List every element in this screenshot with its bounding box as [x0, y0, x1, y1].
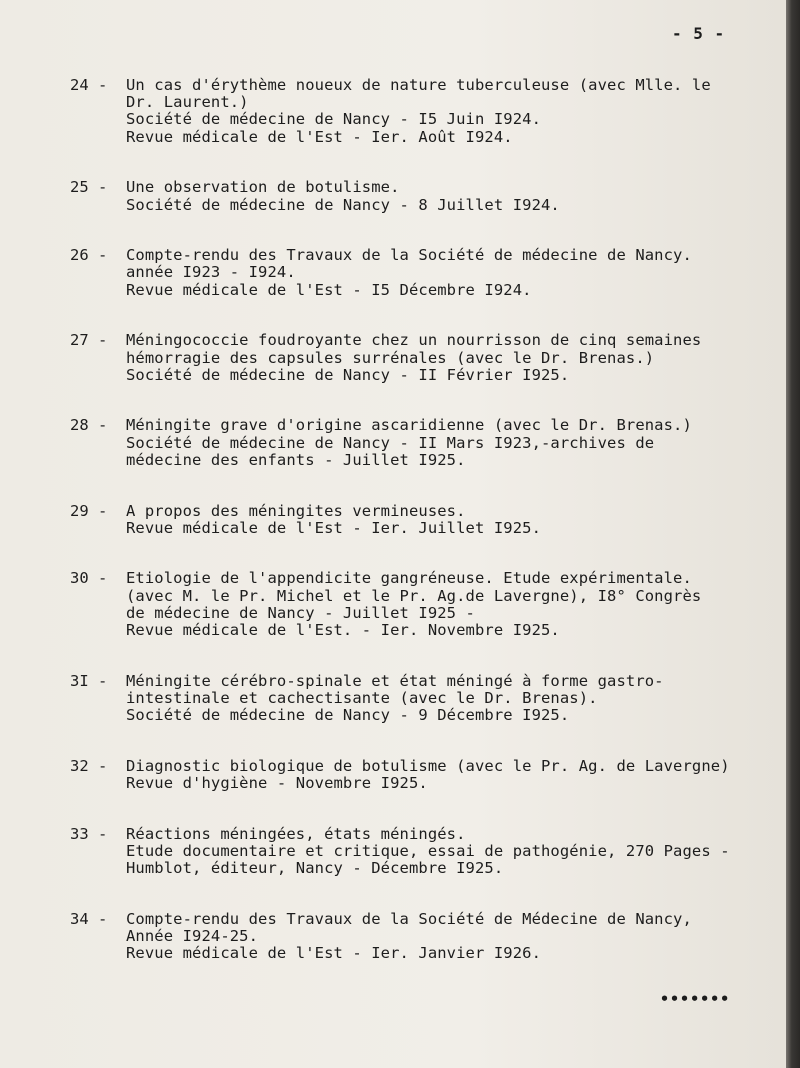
entry-text: [126, 417, 786, 469]
entry-text: [126, 179, 786, 213]
entry-number: 29 -: [70, 501, 117, 520]
page-number: - 5 -: [672, 24, 726, 43]
publication-entry: [70, 77, 786, 146]
entry-line: Humblot, éditeur, Nancy - Décembre I925.: [126, 859, 504, 878]
page-binding-edge: [786, 0, 800, 1068]
entry-line: Compte-rendu des Travaux de la Société de médecine de Nancy.: [126, 246, 692, 265]
entry-line: Société de médecine de Nancy - I5 Juin I924.: [126, 110, 541, 129]
entry-number: 3I -: [70, 671, 117, 690]
entry-line: année I923 - I924.: [126, 263, 296, 282]
entry-line: Compte-rendu des Travaux de la Société de Médecine de Nancy,: [126, 909, 692, 928]
publication-entry: [70, 503, 786, 537]
closing-dots: •••••••: [660, 990, 731, 1008]
entry-number: 34 -: [70, 909, 117, 928]
entry-number: 26 -: [70, 246, 117, 265]
entry-line: Revue médicale de l'Est. - Ier. Novembre I925.: [126, 621, 560, 640]
entry-line: Société de médecine de Nancy - 9 Décembre I925.: [126, 706, 570, 725]
entry-line: médecine des enfants - Juillet I925.: [126, 450, 466, 469]
entry-line: Etude documentaire et critique, essai de pathogénie, 270 Pages -: [126, 841, 730, 860]
entry-number: 32 -: [70, 756, 117, 775]
publication-entry: [70, 911, 786, 963]
entry-line: Revue médicale de l'Est - Ier. Août I924.: [126, 127, 513, 146]
entry-text: [126, 247, 786, 299]
entry-line: Société de médecine de Nancy - II Février I925.: [126, 365, 570, 384]
entry-text: [126, 673, 786, 725]
entry-number: 27 -: [70, 331, 117, 350]
entry-line: Méningite grave d'origine ascaridienne (avec le Dr. Brenas.): [126, 416, 692, 435]
entry-text: [126, 758, 786, 792]
entry-line: Revue d'hygiène - Novembre I925.: [126, 774, 428, 793]
entry-line: intestinale et cachectisante (avec le Dr. Brenas).: [126, 688, 598, 707]
entry-line: Réactions méningées, états méningés.: [126, 824, 466, 843]
entry-number: 28 -: [70, 416, 117, 435]
entry-line: Année I924-25.: [126, 927, 259, 946]
publication-entry: [70, 758, 786, 792]
entry-line: Méningite cérébro-spinale et état méningé à forme gastro-: [126, 671, 664, 690]
entry-line: Dr. Laurent.): [126, 93, 249, 112]
entry-text: [126, 77, 786, 146]
publication-entry: [70, 417, 786, 469]
publication-entry: [70, 673, 786, 725]
entry-line: Méningococcie foudroyante chez un nourrisson de cinq semaines: [126, 331, 702, 350]
entry-text: [126, 332, 786, 384]
entry-line: (avec M. le Pr. Michel et le Pr. Ag.de Lavergne), I8° Congrès: [126, 586, 702, 605]
entry-line: Etiologie de l'appendicite gangréneuse. Etude expérimentale.: [126, 569, 692, 588]
entry-line: A propos des méningites vermineuses.: [126, 501, 466, 520]
entry-line: hémorragie des capsules surrénales (avec le Dr. Brenas.): [126, 348, 655, 367]
publication-entry: [70, 332, 786, 384]
entry-number: 24 -: [70, 76, 117, 94]
entry-line: Un cas d'érythème noueux de nature tuberculeuse (avec Mlle. le: [126, 76, 711, 94]
publication-entry: [70, 179, 786, 213]
entry-line: de médecine de Nancy - Juillet I925 -: [126, 603, 475, 622]
entry-line: Revue médicale de l'Est - Ier. Juillet I925.: [126, 518, 541, 537]
entry-number: 33 -: [70, 824, 117, 843]
entry-text: [126, 911, 786, 963]
entry-line: Revue médicale de l'Est - I5 Décembre I924.: [126, 280, 532, 299]
entry-line: Une observation de botulisme.: [126, 178, 400, 197]
entry-number: 25 -: [70, 178, 117, 197]
entry-text: [126, 826, 786, 878]
entry-line: Société de médecine de Nancy - 8 Juillet I924.: [126, 195, 560, 214]
entry-text: [126, 570, 786, 639]
entry-line: Revue médicale de l'Est - Ier. Janvier I926.: [126, 944, 541, 963]
publication-entry: [70, 570, 786, 639]
publication-list: [70, 77, 786, 996]
entry-text: [126, 503, 786, 537]
publication-entry: [70, 247, 786, 299]
publication-entry: [70, 826, 786, 878]
entry-number: 30 -: [70, 569, 117, 588]
entry-line: Société de médecine de Nancy - II Mars I923,-archives de: [126, 433, 655, 452]
entry-line: Diagnostic biologique de botulisme (avec le Pr. Ag. de Lavergne): [126, 756, 730, 775]
